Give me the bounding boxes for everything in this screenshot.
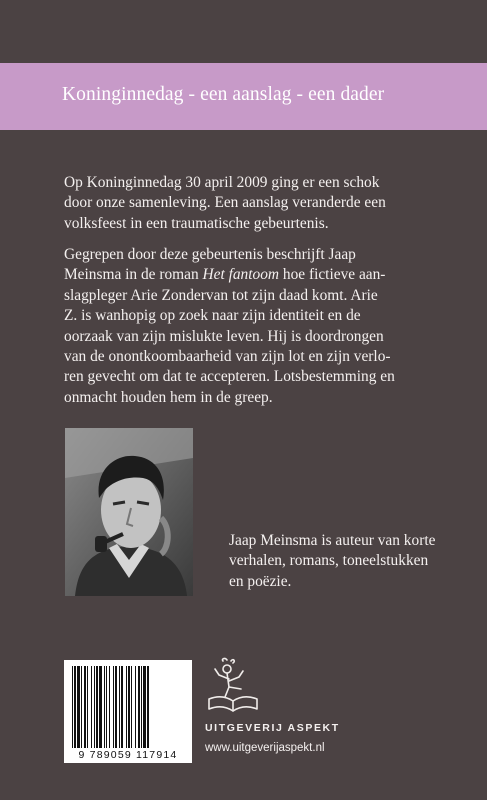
barcode-bar <box>143 666 146 748</box>
barcode-bar <box>113 666 114 748</box>
intro-paragraph <box>64 173 434 234</box>
intro-line: volksfeest in een traumatische gebeurtenis. <box>64 214 329 232</box>
book-title: Het fantoom <box>202 266 280 284</box>
publisher-url: www.uitgeverijaspekt.nl <box>205 742 325 754</box>
isbn-barcode <box>64 660 192 763</box>
barcode-bar <box>106 666 107 748</box>
summary-line: Gegrepen door deze gebeurtenis beschrijft Jaap <box>64 246 356 263</box>
tagline: Koninginnedag - een aanslag - een dader <box>62 84 385 105</box>
bio-line: verhalen, romans, toneelstukken <box>229 552 429 570</box>
author-photo <box>65 428 193 596</box>
author-bio <box>229 531 439 592</box>
barcode-bar <box>91 666 92 748</box>
barcode-bar <box>104 666 105 748</box>
intro-line: Op Koninginnedag 30 april 2009 ging er een schok <box>64 174 380 191</box>
barcode-bar <box>138 666 140 748</box>
summary-line: slagpleger Arie Zondervan tot zijn daad komt. Arie <box>64 286 378 304</box>
summary-line: van de onontkoombaarheid van zijn lot en zijn verlo- <box>64 348 391 366</box>
intro-line: door onze samenleving. Een aanslag veranderde een <box>64 194 386 212</box>
barcode-bar <box>87 666 88 748</box>
barcode-bar <box>99 666 102 748</box>
summary-text: hoe fictieve aan- <box>279 266 386 284</box>
barcode-bar <box>74 666 76 748</box>
summary-line <box>64 265 434 285</box>
barcode-bar <box>81 666 82 748</box>
summary-line: oorzaak van zijn mislukte leven. Hij is doordrongen <box>64 327 384 345</box>
reading-figure-logo-icon <box>205 657 265 715</box>
isbn-number: 9 789059 117914 <box>78 749 178 761</box>
author-portrait-icon <box>65 428 193 596</box>
barcode-bar <box>119 666 120 748</box>
barcode-bar <box>96 666 98 748</box>
barcode-bar <box>84 666 86 748</box>
publisher-logo <box>205 657 265 715</box>
barcode-bar <box>109 666 110 748</box>
barcode-bar <box>135 666 136 748</box>
barcode-bar <box>131 666 132 748</box>
barcode-bar <box>115 666 117 748</box>
publisher-name: UITGEVERIJ ASPEKT <box>205 722 340 734</box>
bio-line: en poëzie. <box>229 572 292 590</box>
barcode-bar <box>94 666 95 748</box>
barcode-bar <box>72 666 73 748</box>
summary-text: Meinsma in de roman <box>64 266 203 284</box>
barcode-bar <box>121 666 123 748</box>
summary-line: onmacht houden hem in de greep. <box>64 388 273 406</box>
barcode-bar <box>128 666 130 748</box>
bio-line: Jaap Meinsma is auteur van korte <box>229 532 436 549</box>
barcode-bar <box>147 666 149 748</box>
barcode-bar <box>77 666 80 748</box>
summary-line: ren gevecht om dat te accepteren. Lotsbestemming en <box>64 368 395 386</box>
barcode-bar <box>141 666 142 748</box>
barcode-bars <box>64 660 192 750</box>
summary-line: Z. is wanhopig op zoek naar zijn identiteit en de <box>64 307 361 325</box>
summary-paragraph <box>64 245 434 408</box>
barcode-bar <box>126 666 127 748</box>
